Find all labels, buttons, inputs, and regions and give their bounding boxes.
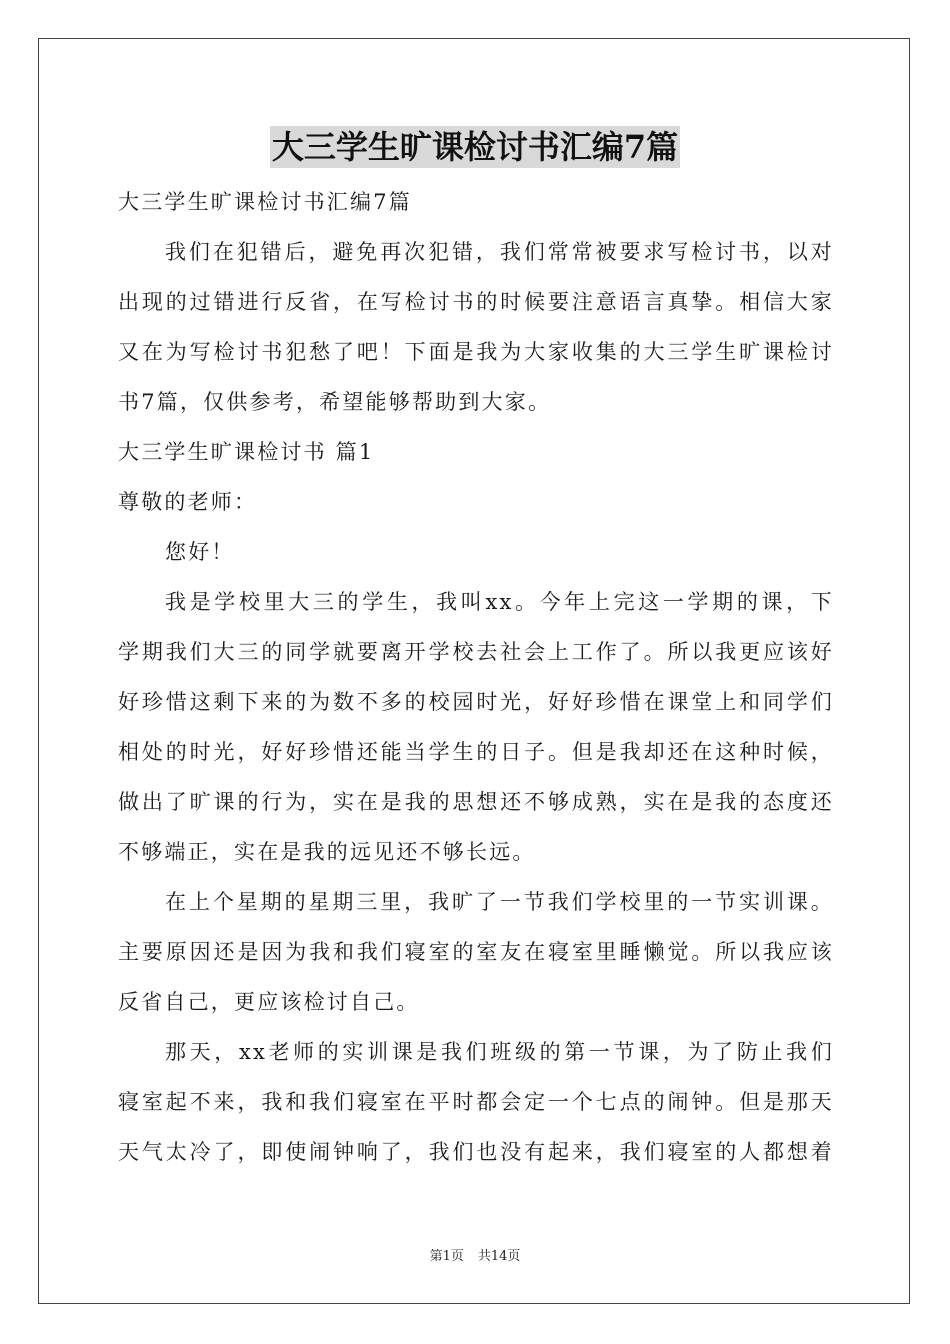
text-line: 不够端正，实在是我的远见还不够长远。 (118, 840, 536, 864)
text-line: 又在为写检讨书犯愁了吧！下面是我为大家收集的大三学生旷课检讨 (118, 340, 834, 364)
document-body (118, 177, 834, 1177)
text-line: 相处的时光，好好珍惜还能当学生的日子。但是我却还在这种时候， (118, 740, 834, 764)
text-line: 在上个星期的星期三里，我旷了一节我们学校里的一节实训课。 (165, 890, 834, 914)
text-line: 学期我们大三的同学就要离开学校去社会上工作了。所以我更应该好 (118, 640, 834, 664)
text-line: 我是学校里大三的学生，我叫xx。今年上完这一学期的课，下 (165, 590, 834, 614)
text-line: 反省自己，更应该检讨自己。 (118, 990, 420, 1014)
text-line: 大三学生旷课检讨书 篇1 (118, 440, 375, 464)
text-line: 天气太冷了，即使闹钟响了，我们也没有起来，我们寝室的人都想着 (118, 1140, 834, 1164)
page-number: 第1页 (429, 1249, 464, 1264)
text-line: 主要原因还是因为我和我们寝室的室友在寝室里睡懒觉。所以我应该 (118, 940, 834, 964)
text-line: 寝室起不来，我和我们寝室在平时都会定一个七点的闹钟。但是那天 (118, 1090, 834, 1114)
document-title: 大三学生旷课检讨书汇编7篇 (271, 128, 679, 166)
document-title-container (0, 126, 950, 168)
text-line: 大三学生旷课检讨书汇编7篇 (118, 190, 412, 214)
text-line: 做出了旷课的行为，实在是我的思想还不够成熟，实在是我的态度还 (118, 790, 834, 814)
text-line: 好珍惜这剩下来的为数不多的校园时光，好好珍惜在课堂上和同学们 (118, 690, 834, 714)
text-line: 出现的过错进行反省，在写检讨书的时候要注意语言真挚。相信大家 (118, 290, 834, 314)
text-line: 我们在犯错后，避免再次犯错，我们常常被要求写检讨书，以对 (165, 240, 834, 264)
text-line: 那天，xx老师的实训课是我们班级的第一节课，为了防止我们 (165, 1040, 834, 1064)
text-line: 您好！ (165, 540, 235, 564)
page-total: 共14页 (477, 1249, 521, 1264)
text-line: 尊敬的老师： (118, 490, 258, 514)
page-footer (0, 1245, 950, 1264)
text-line: 书7篇，仅供参考，希望能够帮助到大家。 (118, 390, 552, 414)
